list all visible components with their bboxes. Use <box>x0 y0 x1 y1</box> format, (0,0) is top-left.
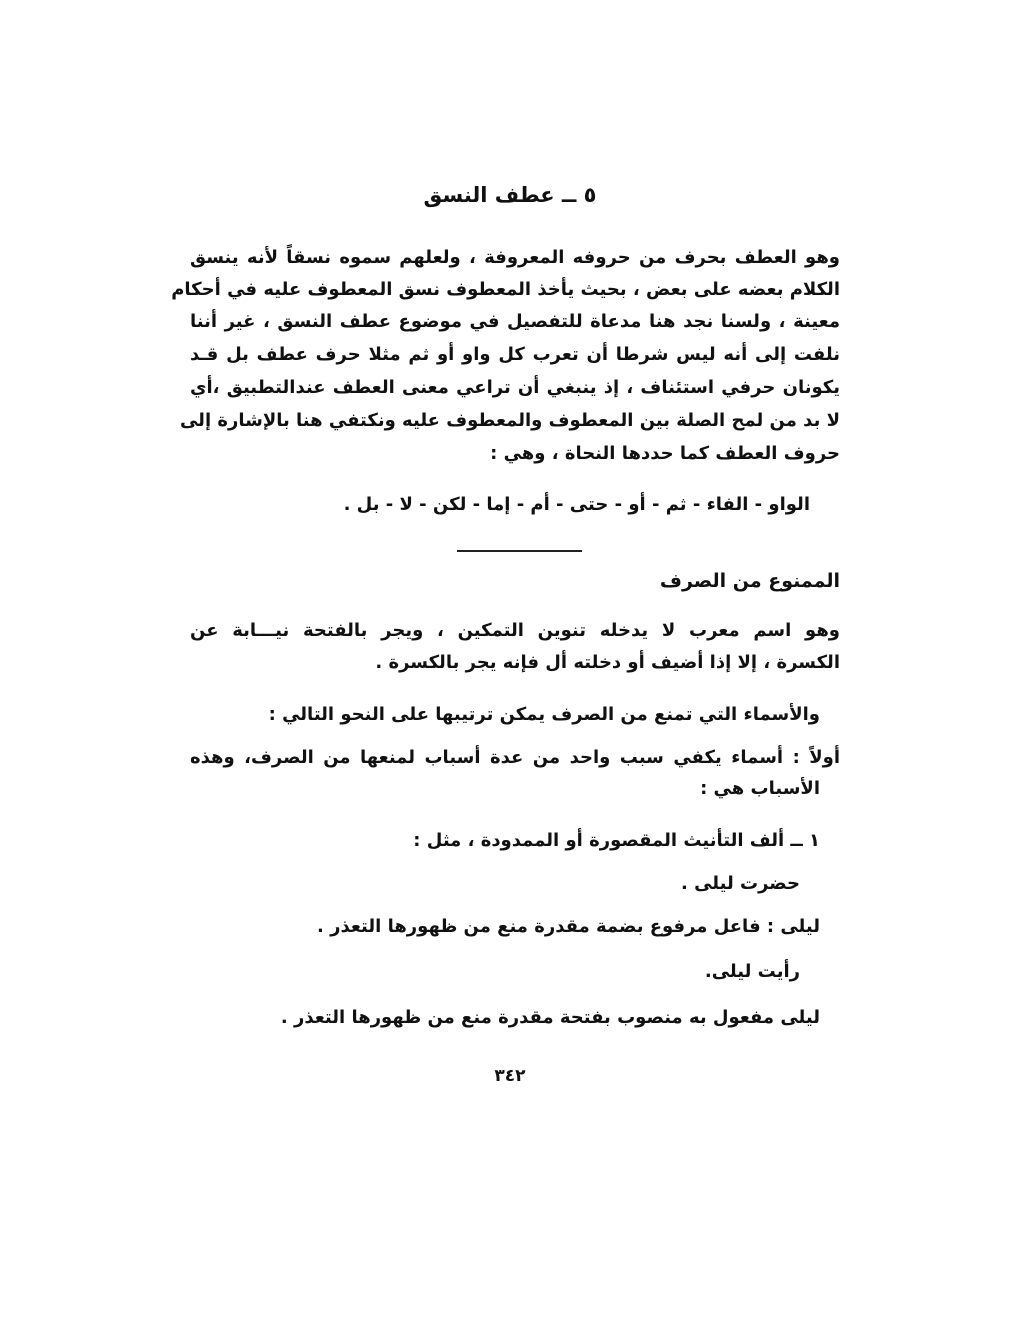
section-heading-mamnu: الممنوع من الصرف <box>659 570 840 592</box>
paragraph-line: يكونان حرفي استئناف ، إذ ينبغي أن تراعي معنى العطف عندالتطبيق ،أي <box>190 377 840 398</box>
example-1: حضرت ليلى . <box>680 873 800 894</box>
paragraph-line: حروف العطف كما حددها النحاة ، وهي : <box>490 443 840 464</box>
paragraph-line: الكلام بعضه على بعض ، بحيث يأخذ المعطوف نسق المعطوف عليه في أحكام <box>171 279 840 300</box>
paragraph-line: نلفت إلى أنه ليس شرطا أن تعرب كل واو أو ثم مثلا حرف عطف بل قـد <box>190 344 840 365</box>
paragraph-line: معينة ، ولسنا نجد هنا مدعاة للتفصيل في موضوع عطف النسق ، غير أننا <box>190 311 840 332</box>
paragraph-line: وهو العطف بحرف من حروفه المعروفة ، ولعلهم سموه نسقاً لأنه ينسق <box>190 247 840 268</box>
item-1: ١ ــ ألف التأنيث المقصورة أو الممدودة ، مثل : <box>413 830 820 851</box>
example-2: رأيت ليلى. <box>704 961 800 982</box>
first-category-line: أولاً : أسماء يكفي سبب واحد من عدة أسباب لمنعها من الصرف، وهذه <box>190 747 840 768</box>
intro-line: والأسماء التي تمنع من الصرف يمكن ترتيبها على النحو التالي : <box>268 704 820 725</box>
first-category-line: الأسباب هي : <box>700 778 820 799</box>
conjunctions-list: الواو - الفاء - ثم - أو - حتى - أم - إما - لكن - لا - بل . <box>343 494 810 515</box>
analysis-2: ليلى مفعول به منصوب بفتحة مقدرة منع من ظهورها التعذر . <box>280 1007 820 1028</box>
page-number: ٣٤٢ <box>494 1066 526 1086</box>
analysis-1: ليلى : فاعل مرفوع بضمة مقدرة منع من ظهورها التعذر . <box>317 916 820 937</box>
section-heading-atf-nasaq: ٥ ــ عطف النسق <box>423 183 597 207</box>
paragraph-line: الكسرة ، إلا إذا أضيف أو دخلته أل فإنه يجر بالكسرة . <box>375 652 840 673</box>
paragraph-line: لا بد من لمح الصلة بين المعطوف والمعطوف عليه ونكتفي هنا بالإشارة إلى <box>179 410 840 431</box>
paragraph-line: وهو اسم معرب لا يدخله تنوين التمكين ، ويجر بالفتحة نيـــابة عن <box>190 620 840 641</box>
section-divider <box>457 550 582 552</box>
